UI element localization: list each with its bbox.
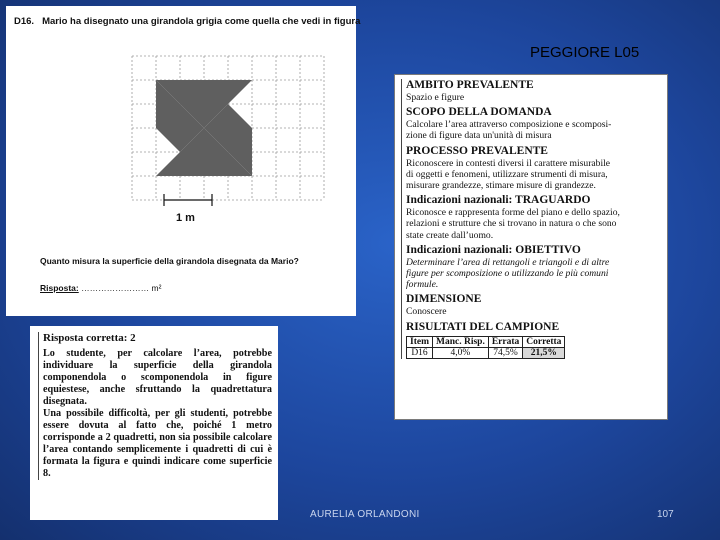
scale-label: 1 m [176, 212, 195, 224]
info-section-text: Calcolare l’area attraverso composizione e scomposi- [406, 119, 612, 131]
info-section-text: misurare grandezze, stimare misure di grandezze. [406, 180, 596, 192]
info-card [394, 74, 668, 420]
correct-answer-card [30, 326, 278, 520]
info-section-text: Spazio e figure [406, 92, 465, 103]
pinwheel-figure [130, 54, 340, 234]
problem-prompt-line [14, 16, 361, 27]
info-section-text: Riconoscere in contesti diversi il carattere misurabile [406, 157, 611, 169]
results-heading: RISULTATI DEL CAMPIONE [406, 320, 560, 333]
info-content [401, 79, 661, 359]
info-section-heading: Indicazioni nazionali: OBIETTIVO [406, 243, 581, 256]
results-header-cell: Manc. Risp. [433, 336, 489, 347]
correct-answer-heading: Risposta corretta: 2 [43, 332, 136, 344]
info-section-text: Riconosce e rappresenta forme del piano e dello spazio, [406, 207, 620, 219]
answer-unit: m² [151, 283, 162, 293]
problem-prompt: Mario ha disegnato una girandola grigia come quella che vedi in figura [42, 16, 361, 27]
results-cell: 4,0% [433, 347, 489, 358]
results-header-cell: Item [407, 336, 433, 347]
footer-author: AURELIA ORLANDONI [310, 509, 420, 520]
info-section-text: relazioni e strutture che si trovano in natura o che sono [406, 218, 617, 230]
pinwheel [156, 80, 252, 176]
answer-label: Risposta: [40, 283, 79, 293]
slide-title: PEGGIORE L05 [530, 44, 640, 61]
info-section-text: Determinare l’area di rettangoli e triangoli e di altre [406, 256, 610, 268]
results-cell: 21,5% [523, 347, 565, 358]
info-section-text: di oggetti e fenomeni, utilizzare strumenti di misura, [406, 168, 608, 180]
explanation-paragraph-1: Lo studente, per calcolare l’area, potrebbe individuare la superficie della girandola componendola o scomponendola in figure equiestese, anche sfruttando la quadrettatura disegnata. [43, 348, 272, 407]
info-section-heading: PROCESSO PREVALENTE [406, 144, 548, 157]
info-section-text: state create dall’uomo. [406, 229, 494, 241]
problem-card [6, 6, 361, 316]
results-cell: D16 [407, 347, 433, 358]
results-header-cell: Errata [488, 336, 522, 347]
info-section-heading: Indicazioni nazionali: TRAGUARDO [406, 194, 591, 207]
results-table [406, 336, 565, 359]
info-section-text: formule. [406, 279, 439, 291]
info-section-text: zione di figure data un'unità di misura [406, 130, 552, 142]
answer-line [40, 283, 161, 293]
problem-number: D16. [14, 16, 35, 27]
info-section-text: figure per scomposizione o utilizzando le più comuni [406, 268, 609, 280]
info-section-heading: DIMENSIONE [406, 293, 482, 306]
results-cell: 74,5% [488, 347, 522, 358]
explanation-paragraph-2: Una possibile difficoltà, per gli studenti, potrebbe essere dovuta al fatto che, poiché 1 metro corrisponde a 2 quadretti, non sia possibile calcolare l’area contando semplicemente i quadretti di cui è formata la figura e quindi indicare come superficie 8. [43, 408, 272, 479]
info-section-heading: SCOPO DELLA DOMANDA [406, 106, 552, 119]
question: Quanto misura la superficie della girandola disegnata da Mario? [40, 256, 299, 266]
answer-blank: …………………… [81, 283, 150, 293]
info-section-text: Conoscere [406, 306, 447, 318]
page-number: 107 [657, 509, 674, 520]
scale-bar [164, 194, 212, 206]
info-section-heading: AMBITO PREVALENTE [406, 79, 534, 91]
results-header-cell: Corretta [523, 336, 565, 347]
